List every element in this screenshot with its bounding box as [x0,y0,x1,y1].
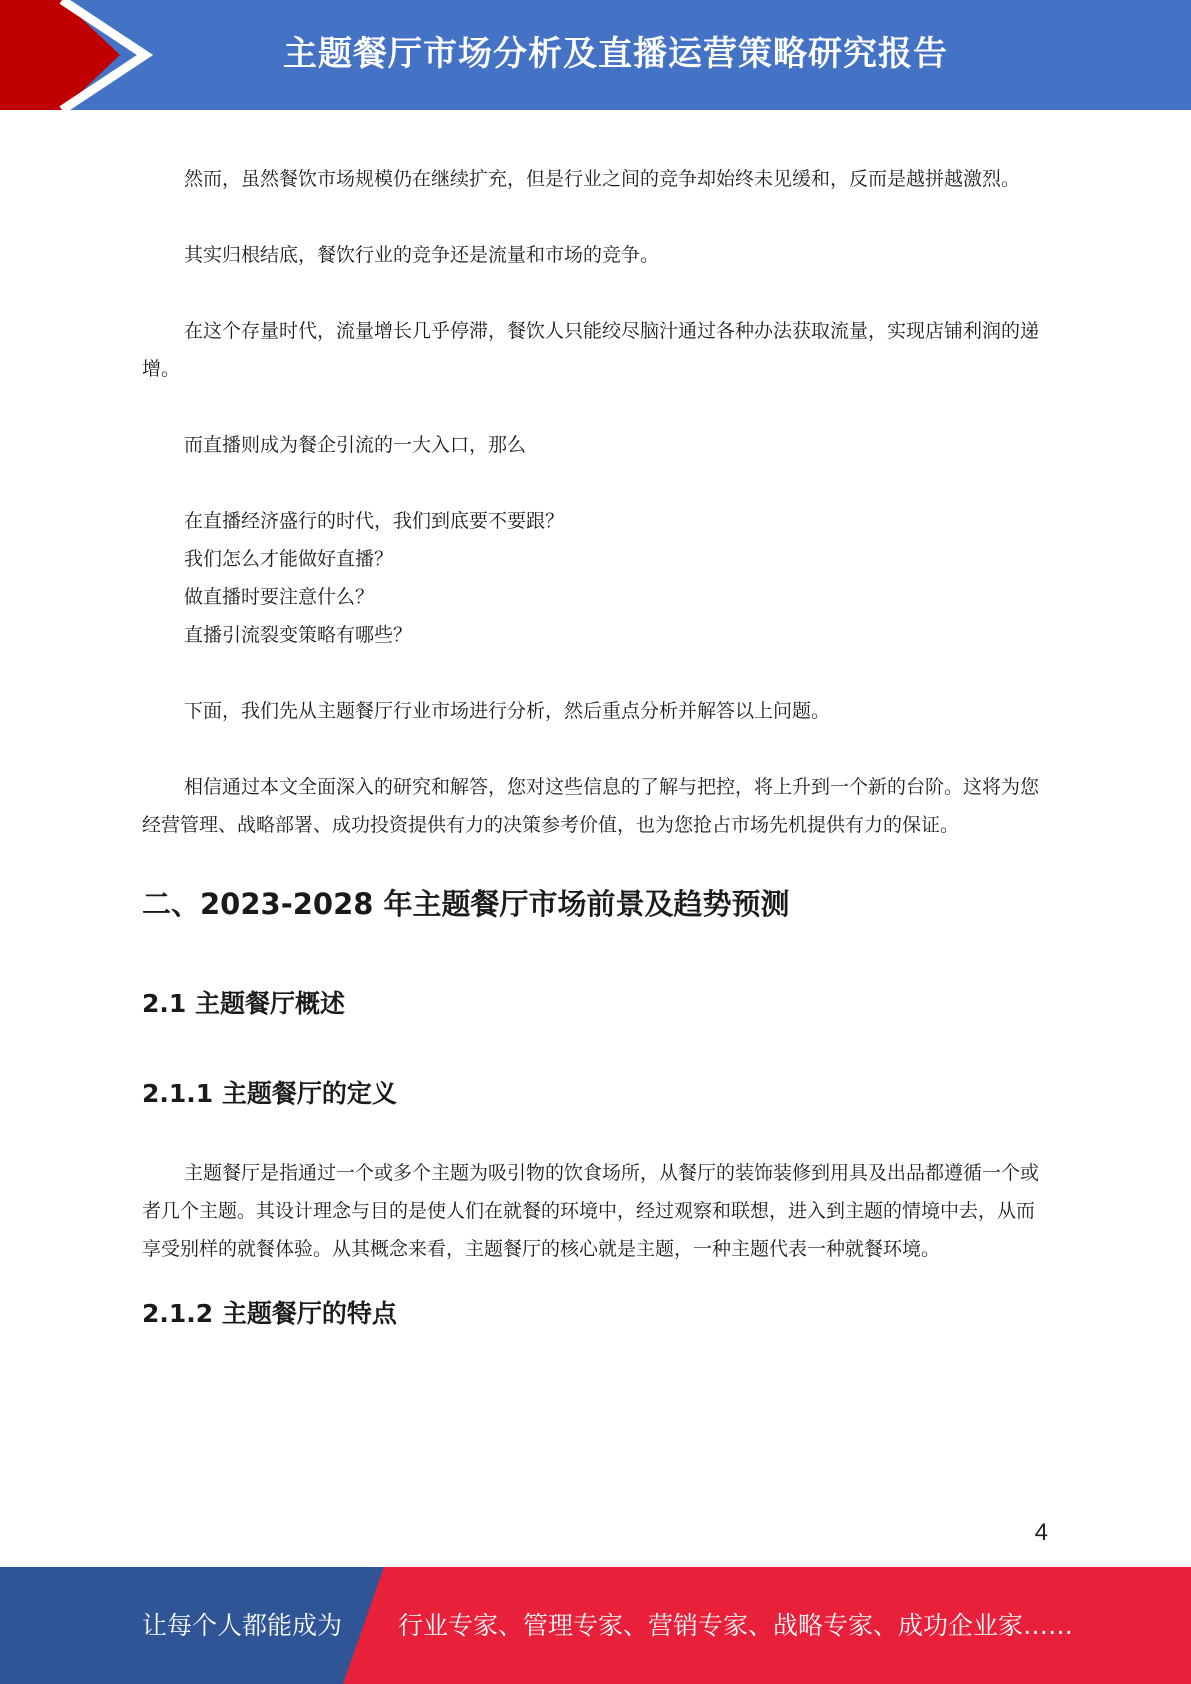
subsubsection-heading-features: 2.1.2 主题餐厅的特点 [142,1299,397,1328]
paragraph-5: 下面，我们先从主题餐厅行业市场进行分析，然后重点分析并解答以上问题。 [184,700,831,722]
paragraph-3: 在这个存量时代，流量增长几乎停滞，餐饮人只能绞尽脑汁通过各种办法获取流量，实现店铺利润的递增。 [142,320,1040,380]
section-heading: 二、2023-2028 年主题餐厅市场前景及趋势预测 [142,887,790,921]
page-footer [0,1567,1191,1684]
paragraph-1: 然而，虽然餐饮市场规模仍在继续扩充，但是行业之间的竞争却始终未见缓和，反而是越拼越激烈。 [184,168,1021,190]
report-title: 主题餐厅市场分析及直播运营策略研究报告 [283,34,948,74]
question-4: 直播引流裂变策略有哪些？ [184,624,413,646]
page-content [142,160,1048,1332]
question-2: 我们怎么才能做好直播？ [184,548,394,570]
page-number: 4 [1034,1519,1048,1546]
paragraph-4: 而直播则成为餐企引流的一大入口，那么 [184,434,527,456]
question-1: 在直播经济盛行的时代，我们到底要不要跟？ [184,510,565,532]
subsubsection-heading-definition: 2.1.1 主题餐厅的定义 [142,1079,397,1108]
paragraph-definition: 主题餐厅是指通过一个或多个主题为吸引物的饮食场所，从餐厅的装饰装修到用具及出品都遵循一个或者几个主题。其设计理念与目的是使人们在就餐的环境中，经过观察和联想，进入到主题的情境中去，从而享受别样的就餐体验。从其概念来看，主题餐厅的核心就是主题，一种主题代表一种就餐环境。 [142,1162,1040,1260]
paragraph-6: 相信通过本文全面深入的研究和解答，您对这些信息的了解与把控，将上升到一个新的台阶。这将为您经营管理、战略部署、成功投资提供有力的决策参考价值，也为您抢占市场先机提供有力的保证。 [142,776,1040,836]
paragraph-2: 其实归根结底，餐饮行业的竞争还是流量和市场的竞争。 [184,244,660,266]
subsection-heading: 2.1 主题餐厅概述 [142,989,345,1018]
question-3: 做直播时要注意什么？ [184,586,375,608]
footer-slogan-right: 行业专家、管理专家、营销专家、战略专家、成功企业家…… [398,1611,1074,1640]
footer-slogan-left: 让每个人都能成为 [142,1611,343,1640]
page-header [0,0,1191,110]
